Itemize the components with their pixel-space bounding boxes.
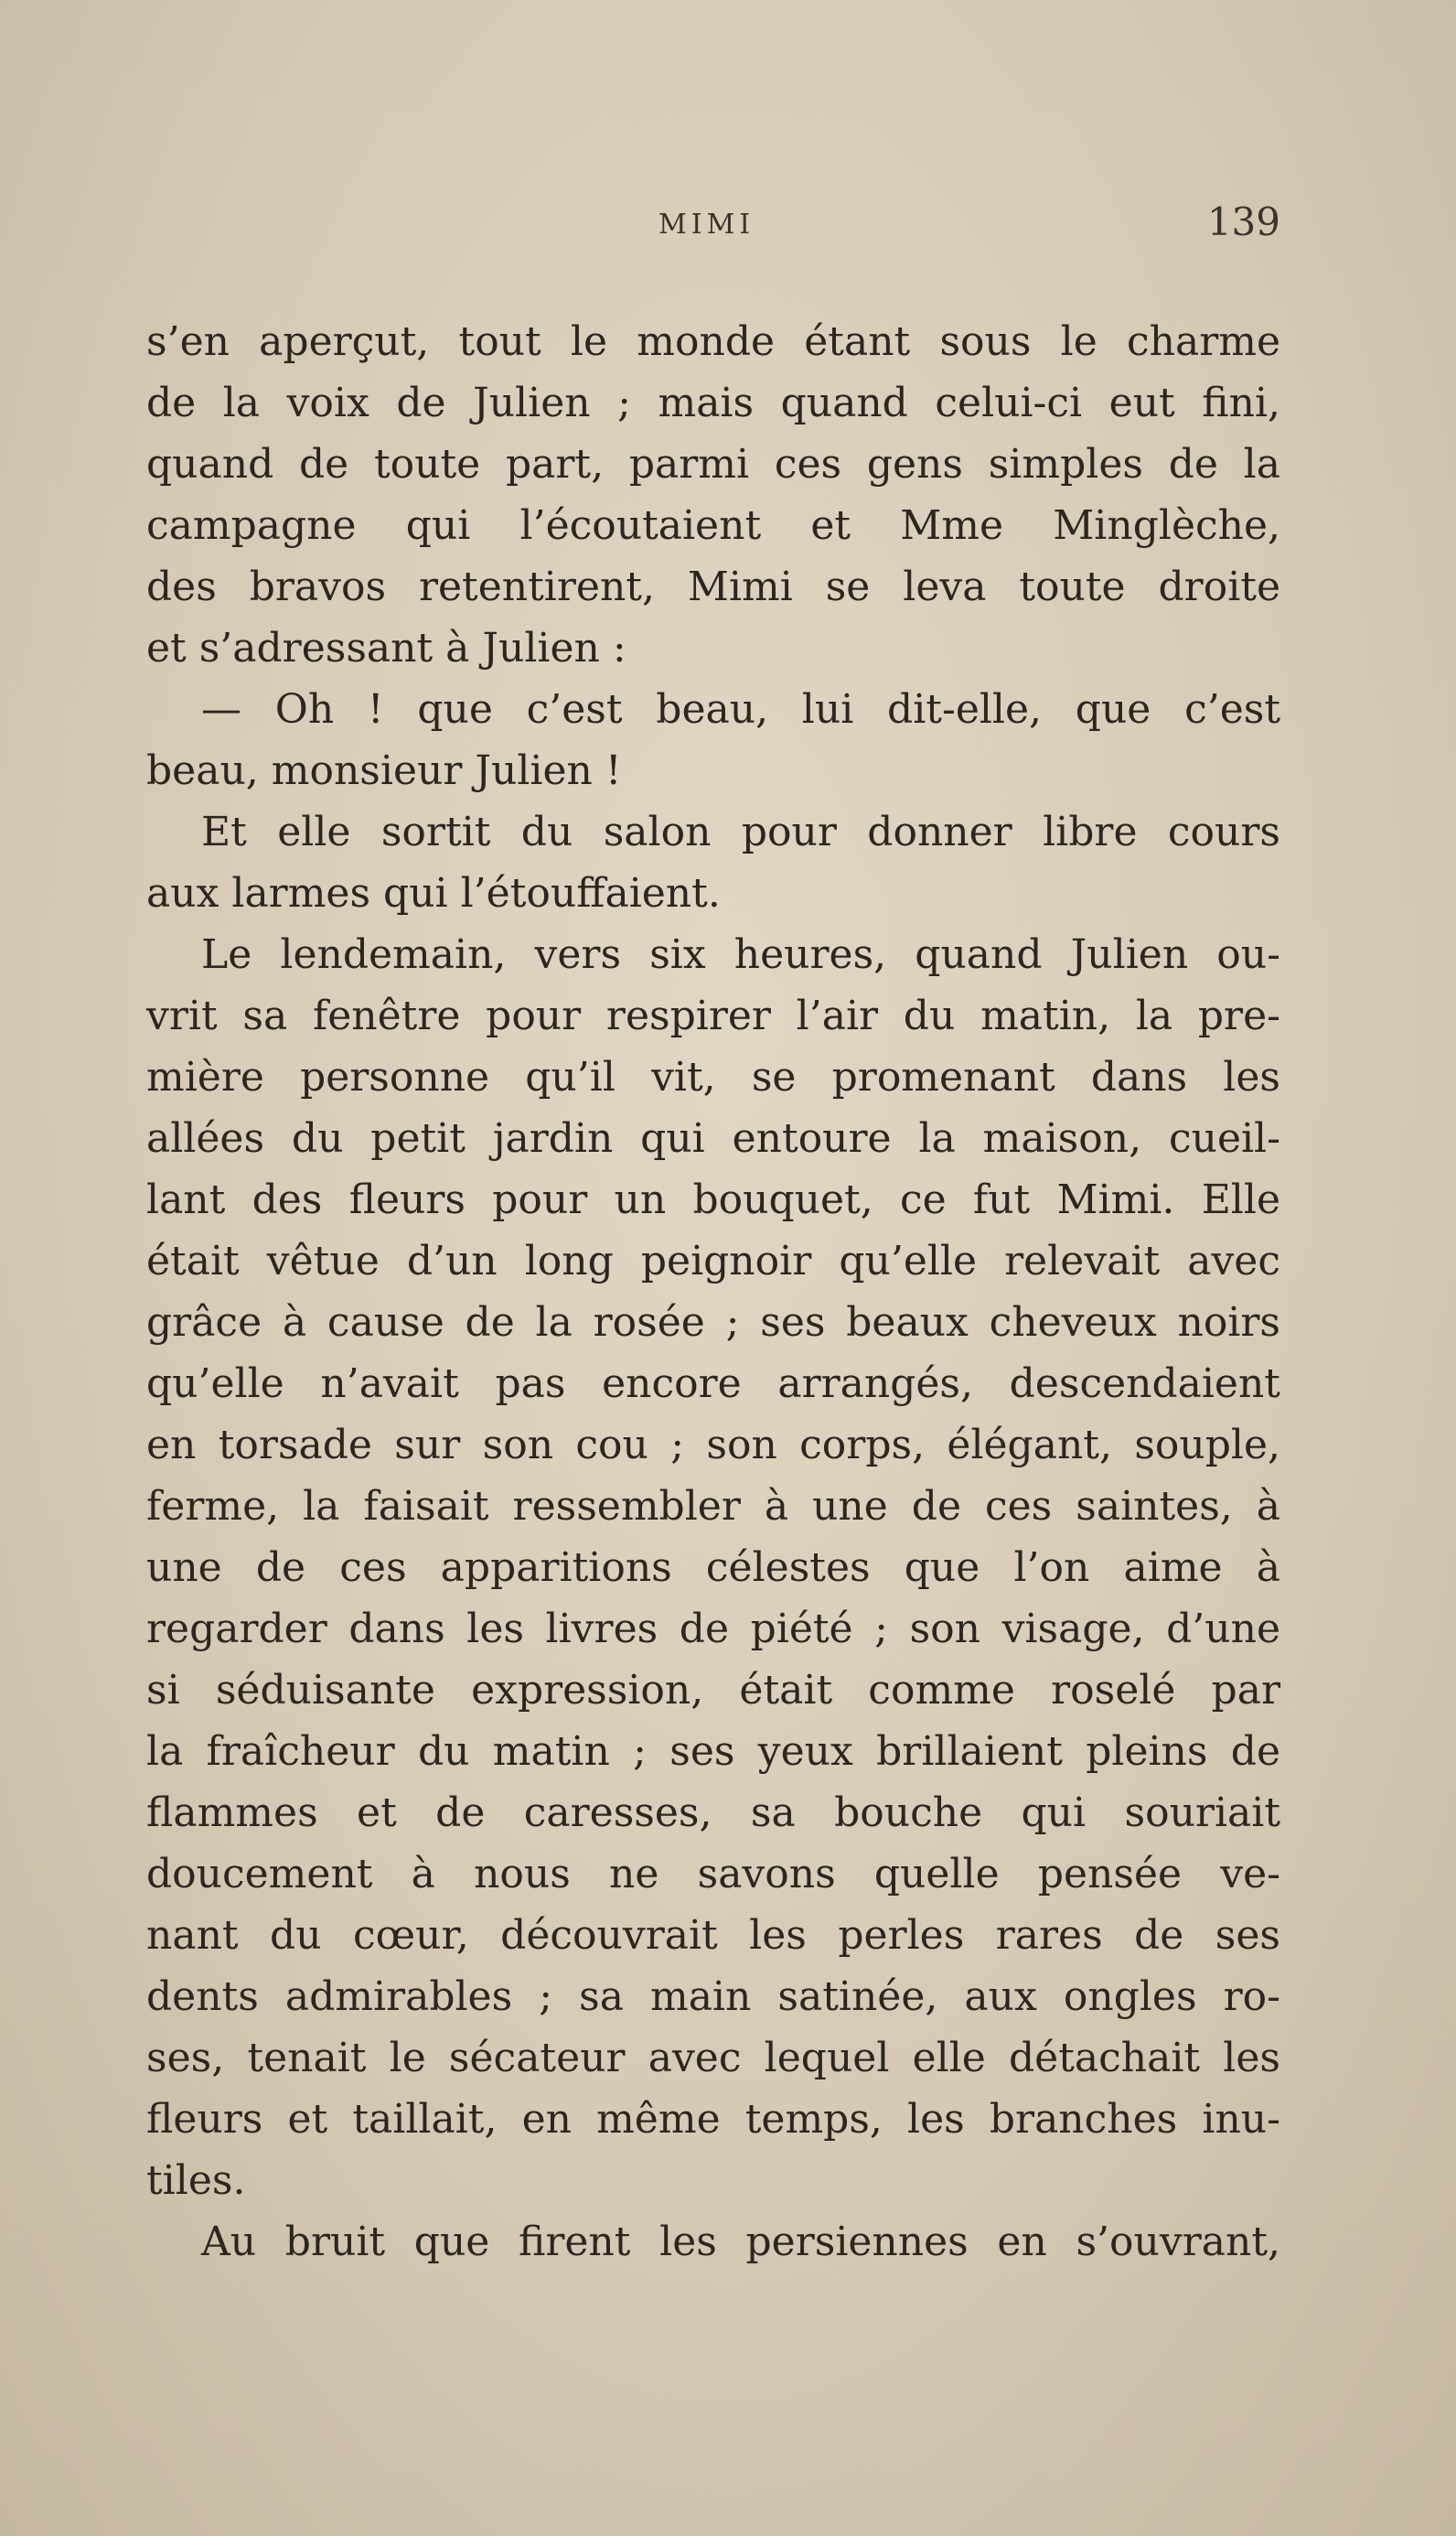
text-line: dents admirables ; sa main satinée, aux ongles ro- <box>146 1973 1280 2020</box>
text-line: doucement à nous ne savons quelle pensée ve- <box>146 1851 1280 1897</box>
text-line: nant du cœur, découvrait les perles rares de ses <box>146 1912 1280 1959</box>
text-line: des bravos retentirent, Mimi se leva toute droite <box>146 564 1280 610</box>
text-line: fleurs et taillait, en même temps, les branches inu- <box>146 2096 1280 2143</box>
text-line: lant des fleurs pour un bouquet, ce fut Mimi. Elle <box>146 1177 1280 1223</box>
text-line: flammes et de caresses, sa bouche qui souriait <box>146 1789 1280 1836</box>
text-line: vrit sa fenêtre pour respirer l’air du matin, la pre- <box>146 993 1280 1039</box>
text-line: et s’adressant à Julien : <box>146 625 626 672</box>
text-line: une de ces apparitions célestes que l’on aime à <box>146 1544 1280 1591</box>
text-line: en torsade sur son cou ; son corps, élégant, souple, <box>146 1422 1280 1468</box>
text-line: qu’elle n’avait pas encore arrangés, descendaient <box>146 1360 1280 1407</box>
text-line: de la voix de Julien ; mais quand celui-ci eut fini, <box>146 380 1280 426</box>
text-line: la fraîcheur du matin ; ses yeux brillaient pleins de <box>146 1728 1280 1775</box>
text-line: tiles. <box>146 2157 246 2204</box>
text-line: allées du petit jardin qui entoure la maison, cueil- <box>146 1115 1280 1162</box>
text-line: s’en aperçut, tout le monde étant sous le charme <box>146 318 1280 365</box>
text-line: campagne qui l’écoutaient et Mme Minglèche, <box>146 502 1280 549</box>
text-line: ferme, la faisait ressembler à une de ces saintes, à <box>146 1483 1280 1530</box>
body-text <box>146 311 1280 2273</box>
text-line: Au bruit que firent les persiennes en s’ouvrant, <box>201 2219 1280 2265</box>
text-line: si séduisante expression, était comme roselé par <box>146 1667 1280 1714</box>
text-line: était vêtue d’un long peignoir qu’elle relevait avec <box>146 1238 1280 1284</box>
text-line: beau, monsieur Julien ! <box>146 747 622 794</box>
page-number: 139 <box>1206 199 1280 244</box>
text-line: — Oh ! que c’est beau, lui dit-elle, que c’est <box>201 686 1280 733</box>
text-line: regarder dans les livres de piété ; son visage, d’une <box>146 1606 1280 1652</box>
page-header <box>146 199 1280 254</box>
running-title: MIMI <box>658 209 755 241</box>
text-line: Et elle sortit du salon pour donner libre cours <box>201 809 1280 855</box>
text-line: mière personne qu’il vit, se promenant dans les <box>146 1054 1280 1101</box>
text-line: quand de toute part, parmi ces gens simples de la <box>146 441 1280 488</box>
text-line: ses, tenait le sécateur avec lequel elle détachait les <box>146 2035 1280 2081</box>
text-line: Le lendemain, vers six heures, quand Julien ou- <box>201 931 1280 978</box>
text-line: grâce à cause de la rosée ; ses beaux cheveux noirs <box>146 1299 1280 1346</box>
text-line: aux larmes qui l’étouffaient. <box>146 870 721 917</box>
